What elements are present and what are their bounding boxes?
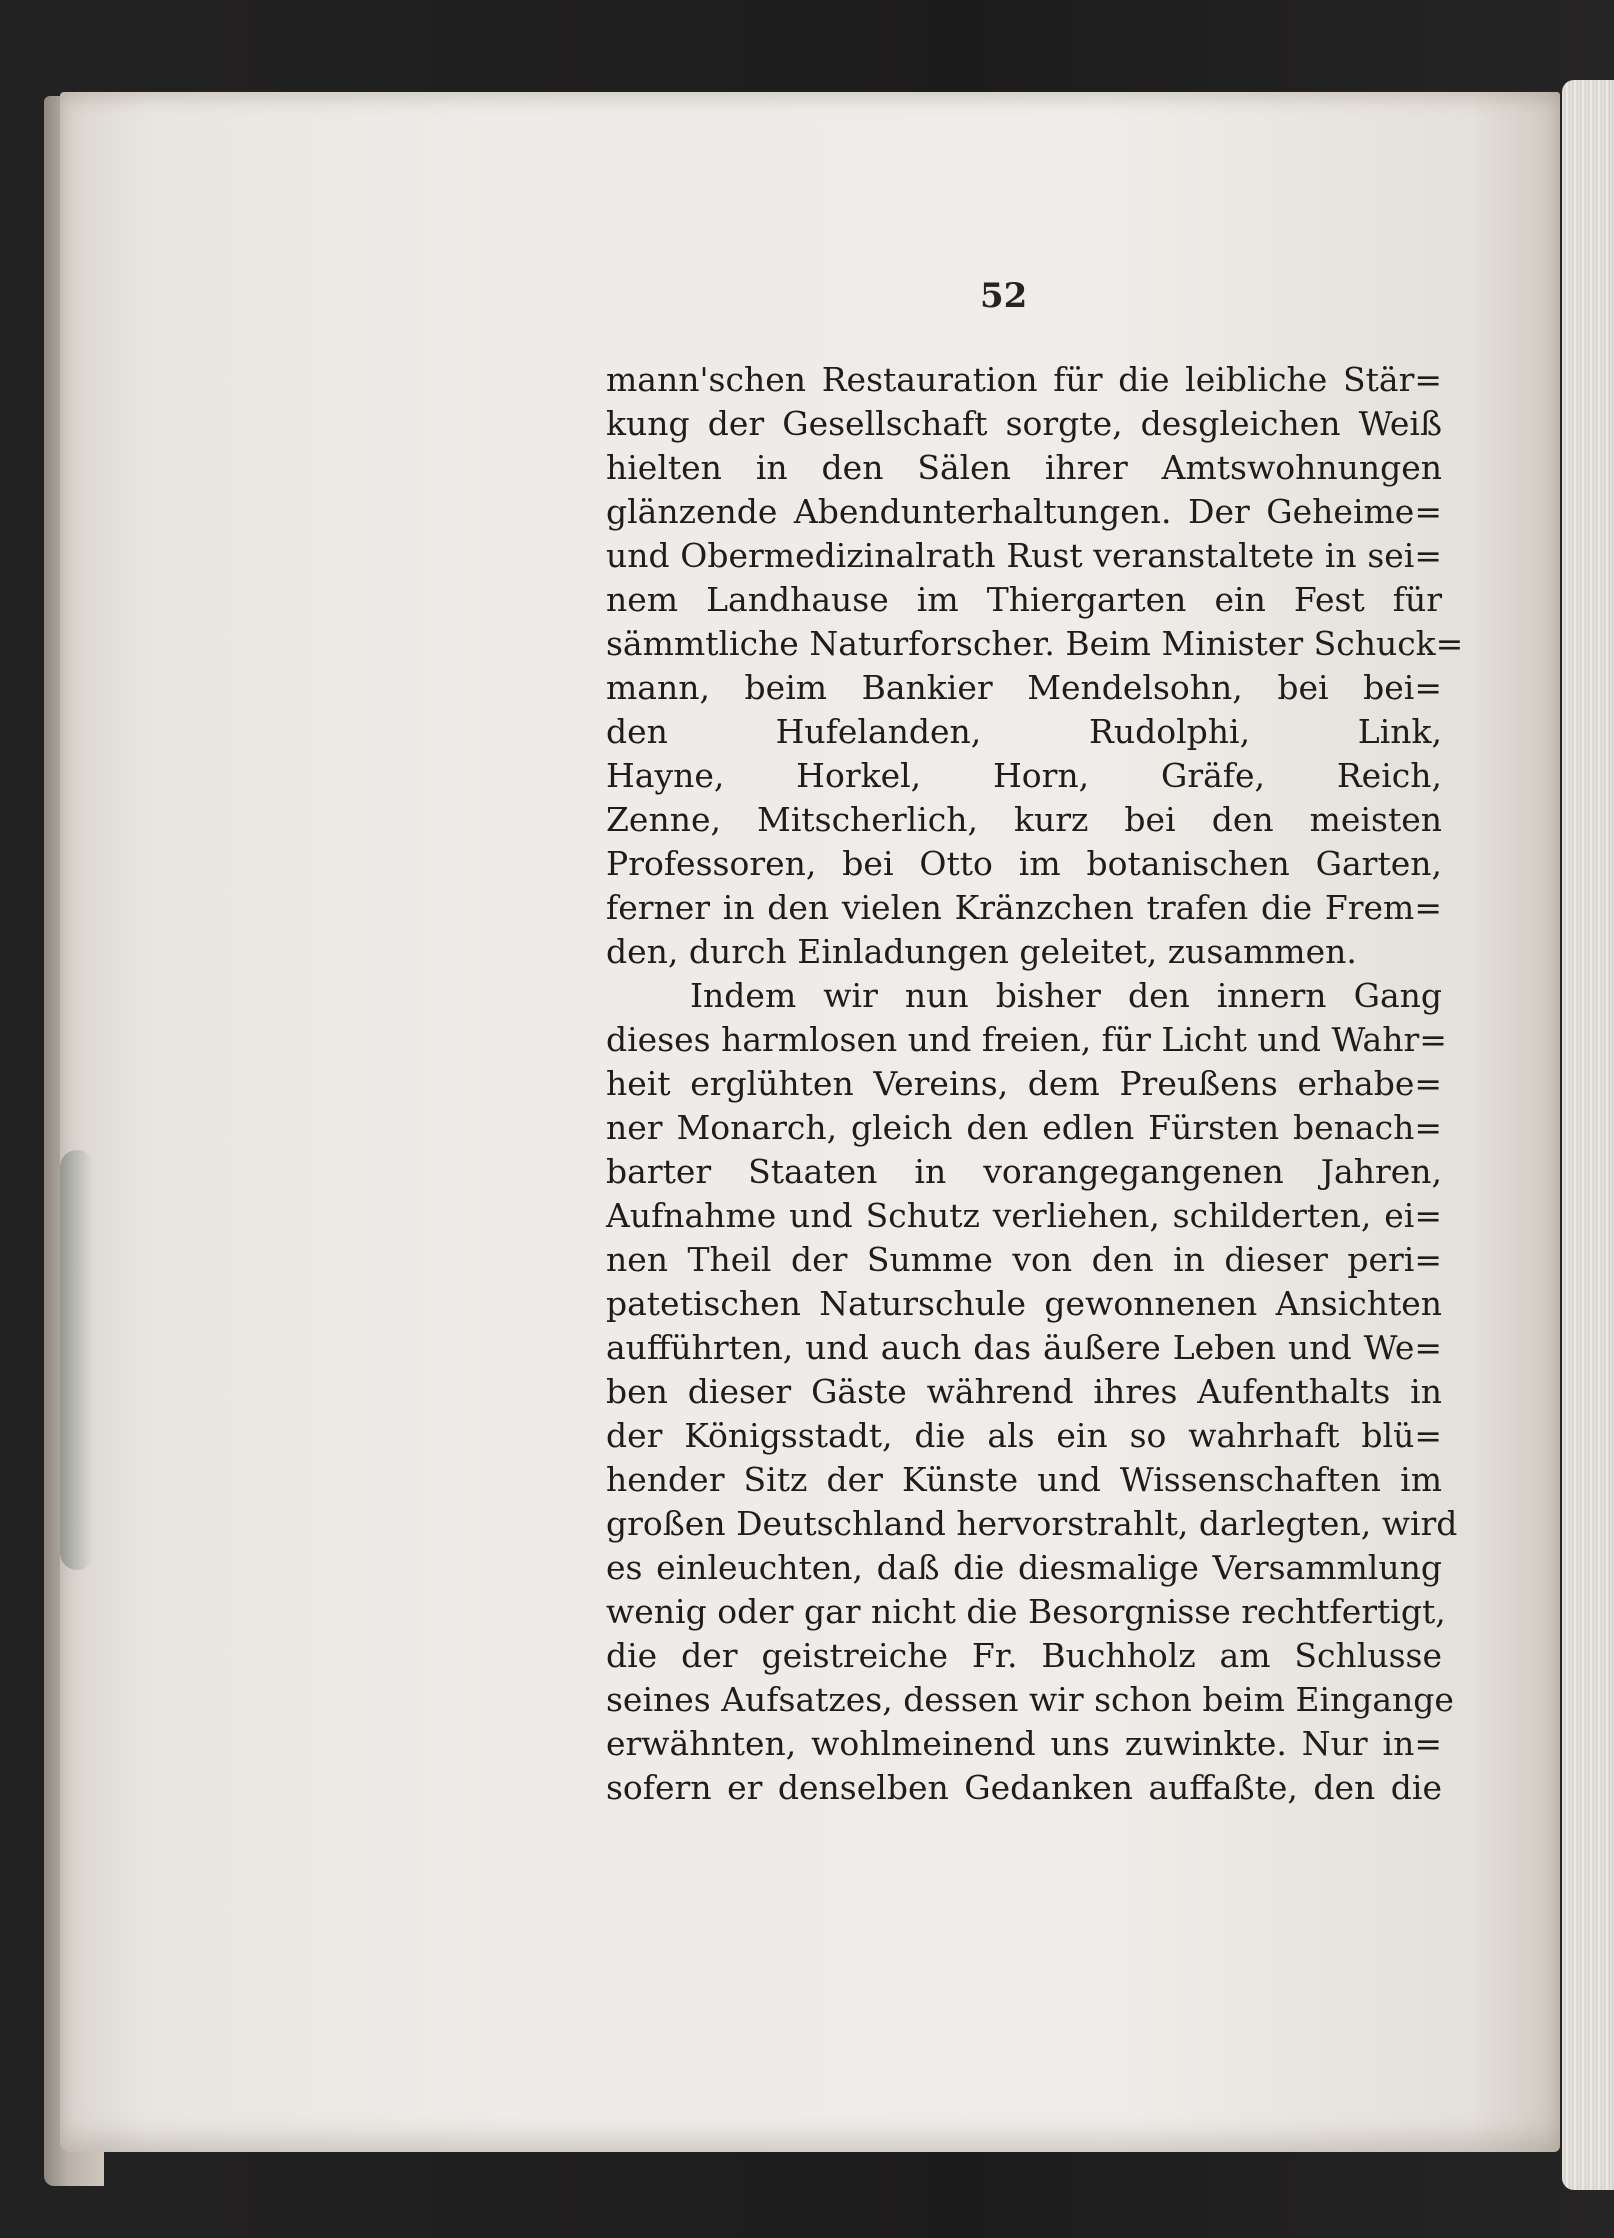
text-line: patetischen Naturschule gewonnenen Ansichten [606,1284,1442,1323]
text-line: und Obermedizinalrath Rust veranstaltete in sei= [606,536,1442,575]
text-line: ferner in den vielen Kränzchen trafen die Frem= [606,888,1442,927]
text-line: nem Landhause im Thiergarten ein Fest für [606,580,1442,619]
text-line: erwähnten, wohlmeinend uns zuwinkte. Nur in= [606,1724,1442,1763]
text-line: den Hufelanden, Rudolphi, Link, [606,712,1442,751]
text-line: es einleuchten, daß die diesmalige Versammlung [606,1548,1442,1587]
text-line: dieses harmlosen und freien, für Licht und Wahr= [606,1020,1447,1059]
text-line: nen Theil der Summe von den in dieser peri= [606,1240,1442,1279]
text-line: glänzende Abendunterhaltungen. Der Geheime= [606,492,1442,531]
text-line: den, durch Einladungen geleitet, zusammen. [606,932,1357,971]
text-line: ben dieser Gäste während ihres Aufenthalts in [606,1372,1442,1411]
text-line: barter Staaten in vorangegangenen Jahren, [606,1152,1442,1191]
text-line: Professoren, bei Otto im botanischen Garten, [606,844,1442,883]
text-line: heit erglühten Vereins, dem Preußens erhabe= [606,1064,1442,1103]
text-line: hender Sitz der Künste und Wissenschaften im [606,1460,1442,1499]
text-line: Aufnahme und Schutz verliehen, schilderten, ei= [606,1196,1442,1235]
stacked-page-edges-right [1562,80,1614,2190]
text-line: seines Aufsatzes, dessen wir schon beim Eingange [606,1680,1454,1719]
page-number: 52 [980,276,1028,316]
text-line: großen Deutschland hervorstrahlt, darlegten, wird [606,1504,1458,1543]
paragraph-first-line: Indem wir nun bisher den innern Gang [690,976,1442,1015]
text-line: der Königsstadt, die als ein so wahrhaft blü= [606,1416,1442,1455]
text-line: hielten in den Sälen ihrer Amtswohnungen [606,448,1442,487]
text-line: kung der Gesellschaft sorgte, desgleichen Weiß [606,404,1442,443]
text-line: mann'schen Restauration für die leibliche Stär= [606,360,1442,399]
text-line: sofern er denselben Gedanken auffaßte, den die [606,1768,1442,1807]
text-line: Hayne, Horkel, Horn, Gräfe, Reich, [606,756,1442,795]
text-line: Zenne, Mitscherlich, kurz bei den meisten [606,800,1442,839]
text-line: wenig oder gar nicht die Besorgnisse rechtfertigt, [606,1592,1446,1631]
text-line: aufführten, und auch das äußere Leben und We= [606,1328,1442,1367]
text-line: mann, beim Bankier Mendelsohn, bei bei= [606,668,1442,707]
page-discoloration [60,1150,94,1570]
text-line: die der geistreiche Fr. Buchholz am Schlusse [606,1636,1442,1675]
text-line: sämmtliche Naturforscher. Beim Minister Schuck= [606,624,1464,663]
text-line: ner Monarch, gleich den edlen Fürsten benach= [606,1108,1442,1147]
